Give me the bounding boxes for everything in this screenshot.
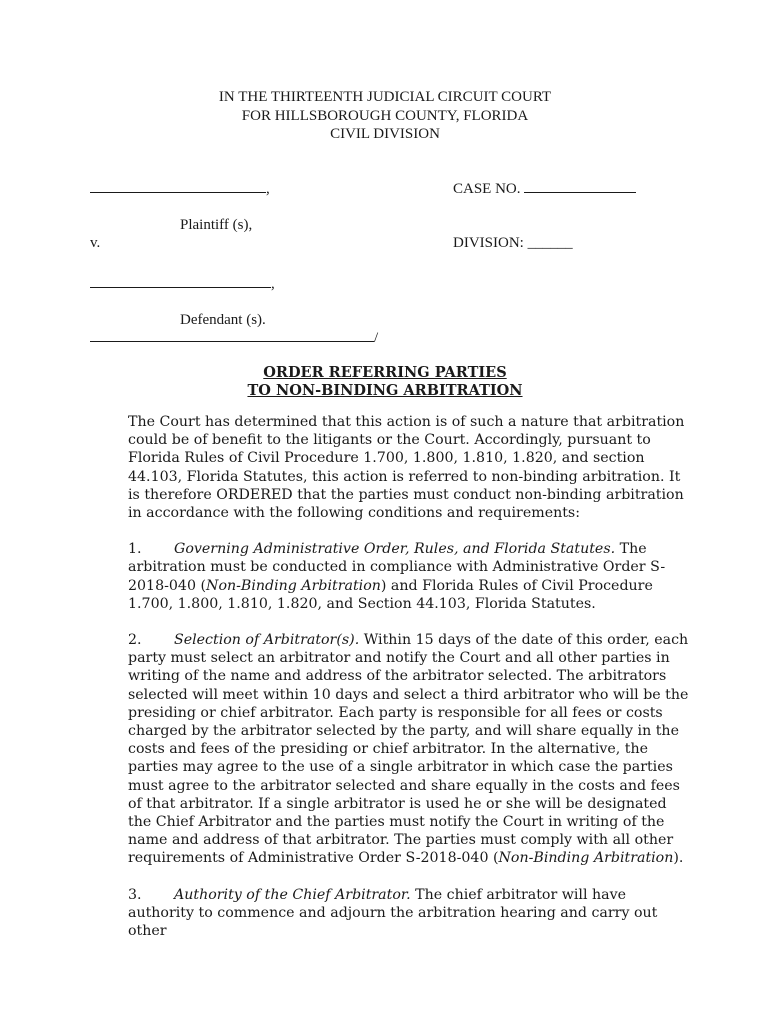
defendant-name-line (90, 275, 275, 293)
case-no (453, 180, 636, 198)
defendant-label: Defendant (s). (180, 312, 266, 328)
caption-end-line (90, 329, 378, 347)
paragraph-heading: Authority of the Chief Arbitrator. (174, 886, 411, 903)
title-line-1: ORDER REFERRING PARTIES (263, 364, 507, 381)
division: DIVISION: ______ (453, 235, 573, 251)
paragraph-heading: Selection of Arbitrator(s). (174, 632, 360, 649)
intro-paragraph: The Court has determined that this action is of such a nature that arbitration could be of benefit to the litigants or the Court. Accordingly, pursuant to Florida Rules of Civil Procedure 1.700, 1.800, 1.810, 1.820, and section 44.103, Florida Statutes, this action is referred to non-binding arbitration. It is therefore ORDERED that the parties must conduct non-binding arbitration in accordance with the following conditions and requirements: (128, 414, 685, 522)
paragraph-number: 3. (128, 886, 142, 903)
paragraph-number: 1. (128, 541, 142, 558)
paragraph-text: The chief arbitrator will have authority to commence and adjourn the arbitration hearing and carry out other (128, 886, 658, 940)
paragraph-2 (85, 631, 690, 868)
paragraph-text: ) and Florida Rules of Civil Procedure 1.700, 1.800, 1.810, 1.820, and Section 44.103, Florida Statutes. (128, 577, 653, 612)
title-line-2: TO NON-BINDING ARBITRATION (247, 382, 523, 399)
plaintiff-name-line (90, 180, 270, 198)
paragraph-text: The arbitration must be conducted in compliance with Administrative Order S-2018-040 ( (128, 541, 666, 594)
paragraph-number: 2. (128, 632, 142, 649)
court-header (0, 88, 770, 144)
defendant-blank (90, 275, 271, 288)
court-line-1: IN THE THIRTEENTH JUDICIAL CIRCUIT COURT (218, 89, 552, 105)
italic-citation: Non-Binding Arbitration (498, 850, 674, 867)
case-no-blank (524, 180, 636, 193)
caption-blank (90, 329, 374, 342)
paragraph-3 (85, 886, 690, 941)
italic-citation: Non-Binding Arbitration (206, 577, 381, 594)
order-body (85, 413, 690, 958)
versus: v. (90, 235, 101, 251)
court-line-3: CIVIL DIVISION (330, 126, 440, 142)
plaintiff-label: Plaintiff (s), (180, 217, 253, 233)
paragraph-1 (85, 540, 690, 613)
court-line-2: FOR HILLSBOROUGH COUNTY, FLORIDA (241, 107, 529, 124)
paragraph-heading: Governing Administrative Order, Rules, and Florida Statutes. (174, 541, 616, 558)
plaintiff-blank (90, 180, 266, 193)
comma: , (266, 181, 270, 197)
case-no-label: CASE NO. (453, 181, 521, 197)
paragraph-text: ). (673, 850, 684, 867)
slash: / (374, 330, 379, 346)
order-title (0, 364, 770, 400)
comma: , (271, 276, 275, 292)
paragraph-text: Within 15 days of the date of this order, each party must select an arbitrator and notify the Court and all other parties in writing of the name and address of the arbitrator selected. The arbitrators selected will meet within 10 days and select a third arbitrator who will be the presiding or chief arbitrator. Each party is responsible for all fees or costs charged by the arbitrator selected by the party, and will share equally in the costs and fees of the presiding or chief arbitrator. In the alternative, the parties may agree to the use of a single arbitrator in which case the parties must agree to the arbitrator selected and share equally in the costs and fees of that arbitrator. If a single arbitrator is used he or she will be designated the Chief Arbitrator and the parties must notify the Court in writing of the name and address of that arbitrator. The parties must comply with all other requirements of Administrative Order S-2018-040 ( (128, 632, 689, 867)
